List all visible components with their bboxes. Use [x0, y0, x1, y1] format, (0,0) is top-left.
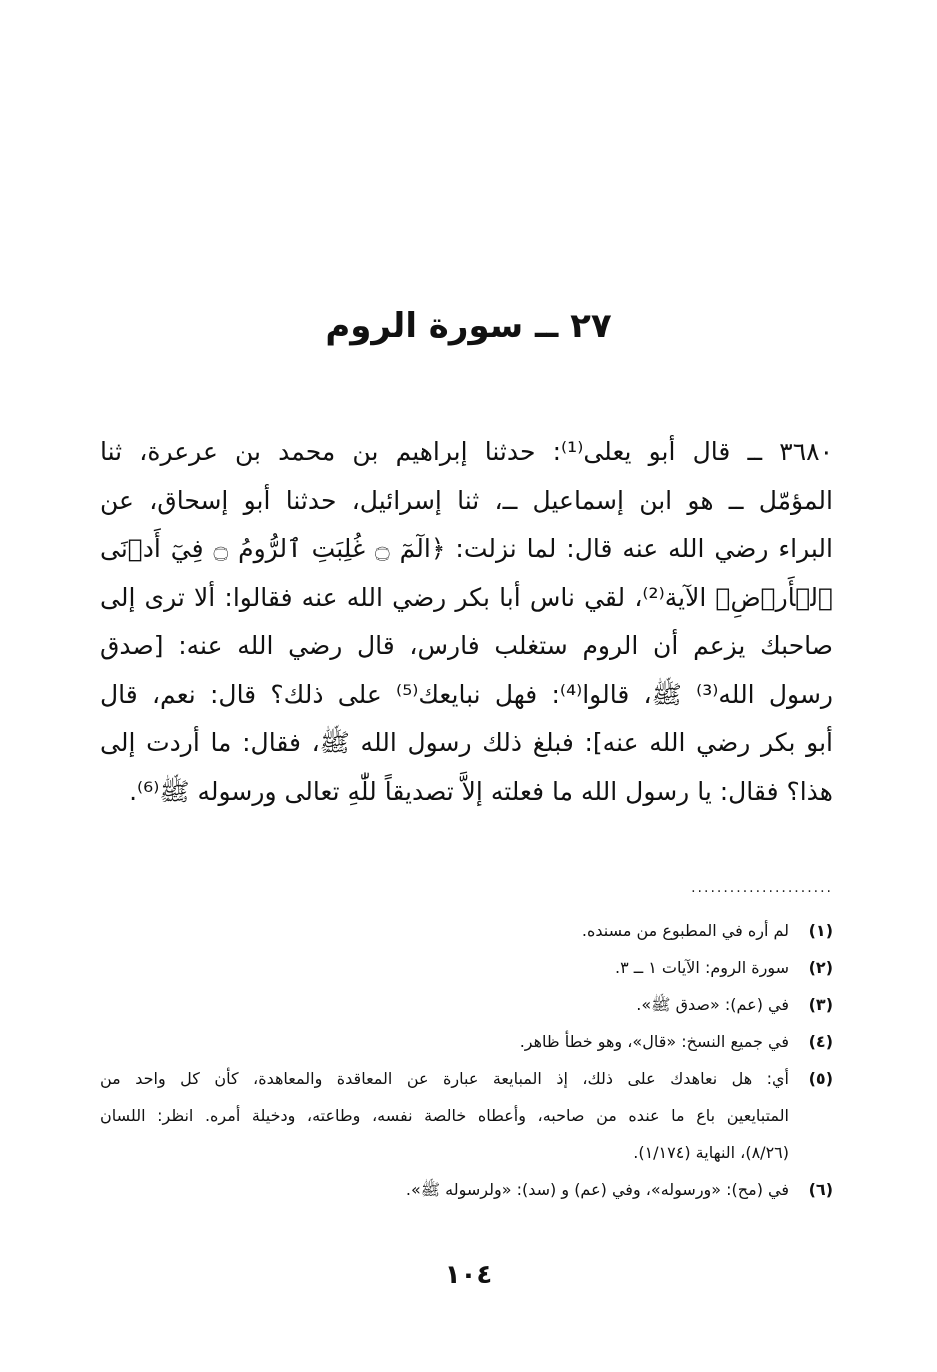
footnote-number: (٢): [808, 958, 833, 977]
footnote-text: في (عم): «صدق ﷺ».: [636, 995, 789, 1014]
hadith-line: ٱلۡأَرۡضِ﴾ الآية⁽²⁾، لقي ناس أبا بكر رضي الله عنه فقالوا: ألا ترى إلى: [100, 582, 833, 612]
footnote: [100, 986, 833, 1023]
footnote-line: أي: هل نعاهدك على ذلك، إذ المبايعة عبارة عن المعاقدة والمعاهدة، كأن كل واحد من: [100, 1069, 789, 1088]
footnote-number: (٤): [808, 1032, 833, 1051]
footnote: [100, 949, 833, 986]
footnote: [100, 912, 833, 949]
footnote: [100, 1171, 833, 1208]
footnote-separator: ......................: [691, 880, 833, 896]
page-number: ١٠٤: [444, 1260, 493, 1290]
footnote-line: (٨/٢٦)، النهاية (١/١٧٤).: [633, 1143, 789, 1162]
hadith-text: [100, 428, 833, 816]
hadith-line: ٣٦٨٠ ــ قال أبو يعلى⁽¹⁾: حدثنا إبراهيم بن محمد بن عرعرة، ثنا: [100, 437, 834, 466]
footnote-text: سورة الروم: الآيات ١ ــ ٣.: [615, 958, 789, 977]
footnote-number: (٥): [808, 1069, 833, 1088]
footnote: [100, 1023, 833, 1060]
hadith-line: صاحبك يزعم أن الروم ستغلب فارس، قال رضي الله عنه: [صدق: [100, 631, 833, 660]
hadith-line: أبو بكر رضي الله عنه]: فبلغ ذلك رسول الله ﷺ، فقال: ما أردت إلى: [100, 728, 833, 757]
hadith-line: هذا؟ فقال: يا رسول الله ما فعلته إلاَّ تصديقاً للّٰهِ تعالى ورسوله ﷺ⁽⁶⁾.: [129, 776, 833, 806]
footnote-text: لم أره في المطبوع من مسنده.: [581, 921, 789, 940]
chapter-title: ٢٧ ــ سورة الروم: [325, 306, 612, 346]
footnote-text: في (مح): «ورسوله»، وفي (عم) و (سد): «ولرسوله ﷺ».: [405, 1180, 789, 1199]
hadith-line: المؤمّل ــ هو ابن إسماعيل ــ، ثنا إسرائيل، حدثنا أبو إسحاق، عن: [100, 485, 833, 515]
footnote-number: (١): [808, 921, 833, 940]
hadith-line: رسول الله⁽³⁾ ﷺ، قالوا⁽⁴⁾: فهل نبايعك⁽⁵⁾ على ذلك؟ قال: نعم، قال: [100, 679, 833, 709]
footnote-text: في جميع النسخ: «قال»، وهو خطأ ظاهر.: [519, 1032, 789, 1051]
hadith-line: البراء رضي الله عنه قال: لما نزلت: ﴿الٓمٓ ۝ غُلِبَتِ ٱلرُّومُ ۝ فِيٓ أَدۡنَى: [100, 534, 833, 563]
footnote-number: (٣): [808, 995, 833, 1014]
footnote-text: [100, 1060, 789, 1171]
footnote: [100, 1060, 833, 1171]
footnotes: [100, 912, 833, 1208]
footnote-number: (٦): [808, 1180, 833, 1199]
footnote-line: المتبايعين باع ما عنده من صاحبه، وأعطاه خالصة نفسه، وطاعته، ودخيلة أمره. انظر: اللسان: [100, 1106, 789, 1125]
